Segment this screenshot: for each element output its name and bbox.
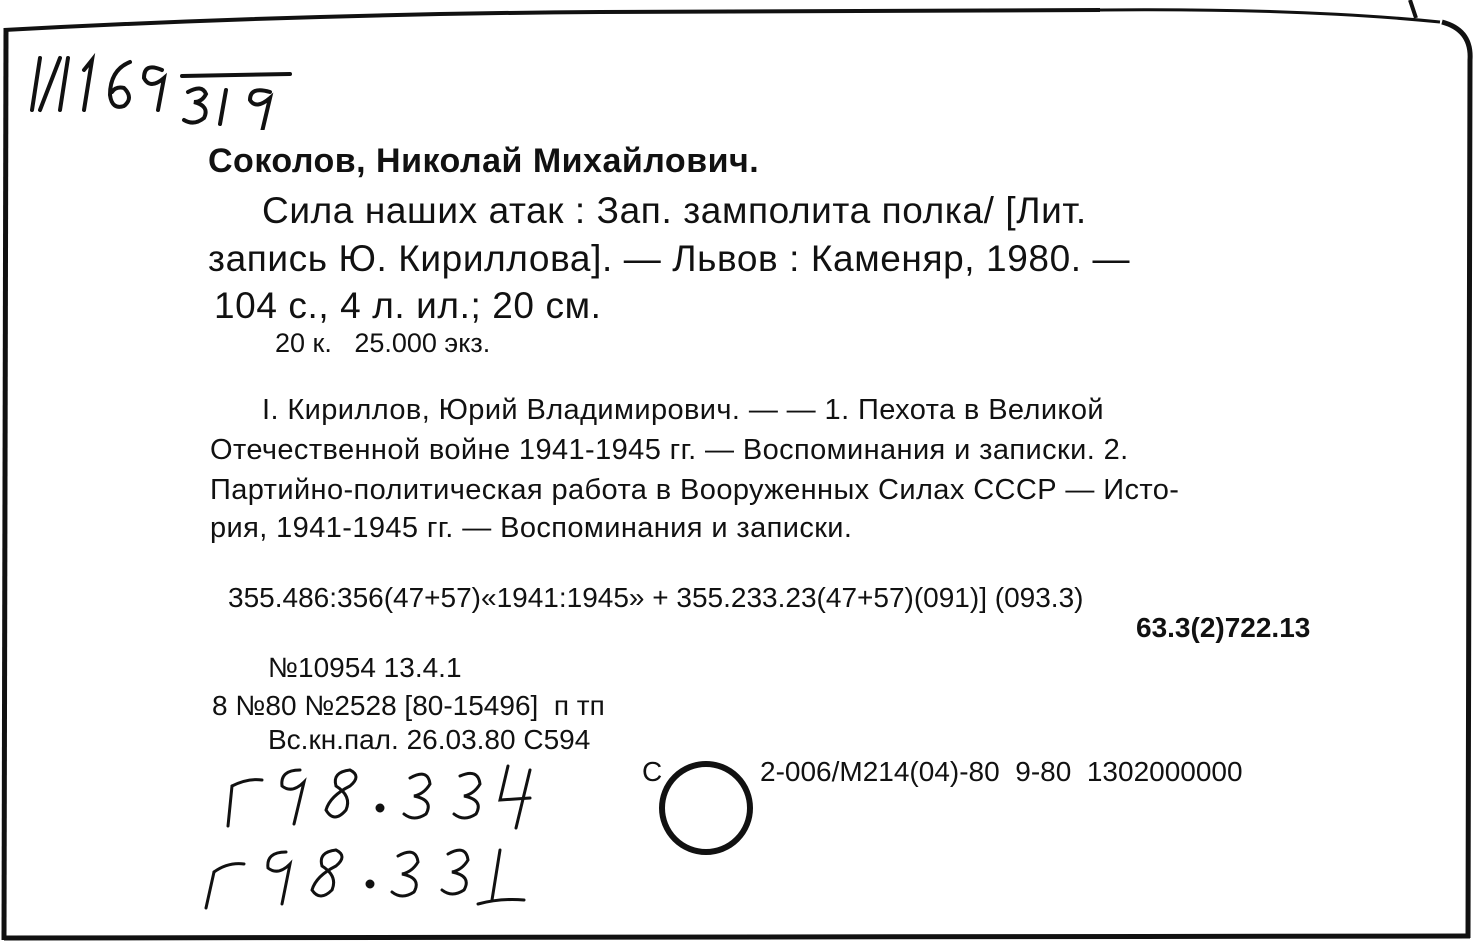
order-number-line: №10954 13.4.1 (268, 652, 462, 683)
price-run-line: 20 к. 25.000 экз. (275, 328, 491, 358)
title-line-1: Сила наших атак : Зап. замполита полка/ [Лит. (262, 190, 1087, 231)
index-code-line: 2-006/М214(04)-80 9-80 1302000000 (760, 756, 1243, 787)
print-info-line: 8 №80 №2528 [80-15496] п тп (212, 690, 605, 721)
author-heading: Соколов, Николай Михайлович. (208, 142, 760, 180)
call-number-handwriting (22, 40, 292, 130)
call-number (22, 40, 292, 135)
bbk-code: 63.3(2)722.13 (1136, 612, 1311, 643)
subject-line-2: Отечественной войне 1941-1945 гг. — Воспоминания и записки. 2. (210, 434, 1129, 466)
title-line-2: запись Ю. Кириллова]. — Львов : Каменяр, 1980. — (208, 238, 1131, 279)
collation-line: 104 с., 4 л. ил.; 20 см. (214, 285, 602, 326)
chamber-stamp-line: Вс.кн.пал. 26.03.80 С594 (268, 724, 591, 755)
subject-line-3: Партийно-политическая работа в Вооруженных Силах СССР — Исто- (210, 474, 1180, 506)
subject-line-4: рия, 1941-1945 гг. — Воспоминания и записки. (210, 512, 853, 544)
index-prefix: С (642, 756, 663, 787)
subject-line-1: I. Кириллов, Юрий Владимирович. — — 1. Пехота в Великой (262, 394, 1104, 426)
udc-code: 355.486:356(47+57)«1941:1945» + 355.233.23(47+57)(091)] (093.3) (228, 582, 1084, 613)
copyright-circle-icon (656, 758, 756, 858)
